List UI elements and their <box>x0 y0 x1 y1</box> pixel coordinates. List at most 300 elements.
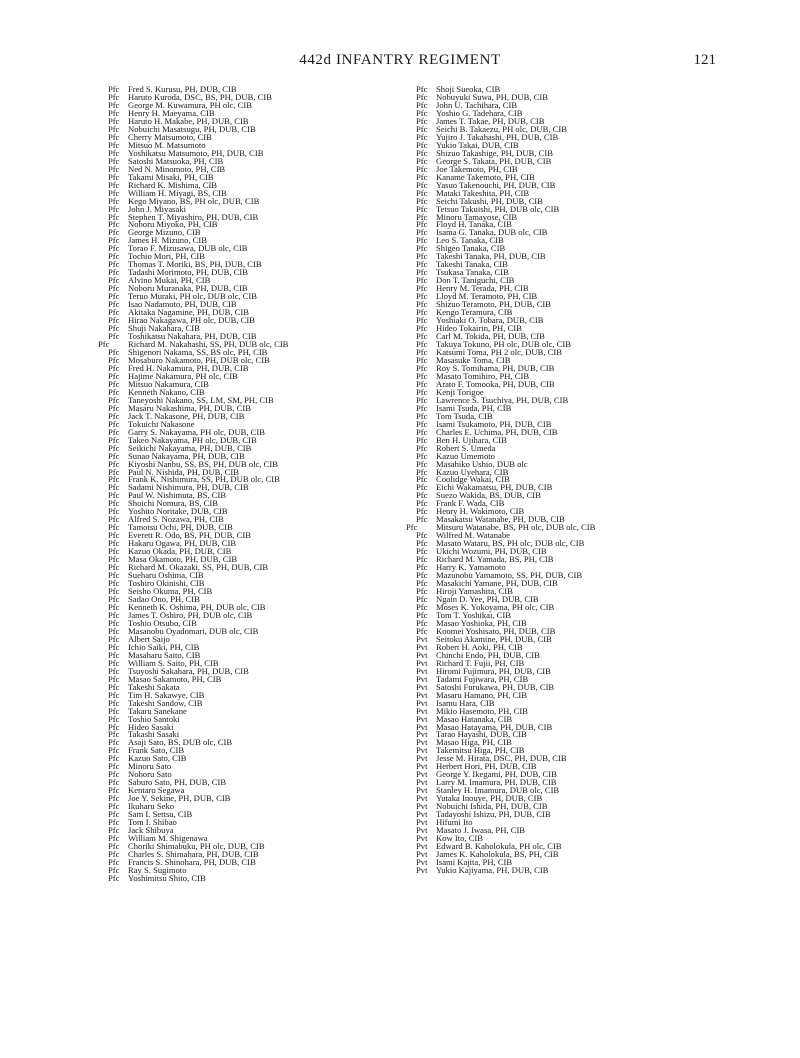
rank-label: Pfc <box>416 402 428 413</box>
soldier-name: Kentaro Segawa <box>128 785 185 796</box>
soldier-name: Takuya Tokuno, PH olc, DUB olc, CIB <box>436 339 571 349</box>
soldier-name: Henry H. Wakimoto, CIB <box>436 506 525 517</box>
soldier-name: Frank F. Wada, CIB <box>436 498 505 509</box>
soldier-name: Shizuo Takashige, PH, DUB, CIB <box>436 147 553 158</box>
soldier-name: Masato Wataru, BS, PH olc, DUB olc, CIB <box>436 538 585 549</box>
rank-label: Pfc <box>108 649 120 660</box>
soldier-name: Shoji Sueoka, CIB <box>436 84 501 94</box>
soldier-name: Tom I. Shibao <box>128 817 177 828</box>
soldier-name: Tsukasa Tanaka, CIB <box>436 267 509 278</box>
soldier-name: Hirao Nakagawa, PH olc, DUB, CIB <box>128 315 255 326</box>
soldier-name: Fred S. Kurusu, PH, DUB, CIB <box>128 84 237 94</box>
rank-label: Pfc <box>416 99 428 110</box>
soldier-name: Saburo Sato, PH, DUB, CIB <box>128 777 227 788</box>
soldier-name: Charles E. Uchima, PH, DUB, CIB <box>436 426 558 437</box>
rank-label: Pfc <box>108 243 120 254</box>
rank-label: Pfc <box>416 315 428 326</box>
rank-label: Pfc <box>416 171 428 182</box>
soldier-name: William S. Saito, PH, CIB <box>128 657 219 668</box>
soldier-name: Masao Yoshioka, PH, CIB <box>436 617 527 628</box>
soldier-name: Tsuyoshi Sakahara, PH, DUB, CIB <box>128 665 249 676</box>
rank-label: Pfc <box>108 753 120 764</box>
rank-label: Pfc <box>416 219 428 230</box>
soldier-name: Yujiro J. Takahashi, PH, DUB, CIB <box>436 131 559 142</box>
rank-label: Pfc <box>108 793 120 804</box>
soldier-name: Ned N. Minomoto, PH, CIB <box>128 163 226 174</box>
rank-label: Pfc <box>108 171 120 182</box>
soldier-name: Carl M. Tokida, PH, DUB, CIB <box>436 331 545 342</box>
roster-column-left <box>98 84 410 883</box>
rank-label: Pfc <box>416 187 428 198</box>
soldier-name: Tadayoshi Ishizu, PH, DUB, CIB <box>436 809 551 820</box>
page-title: 442d INFANTRY REGIMENT <box>299 52 501 68</box>
soldier-name: Yutaka Inouye, PH, DUB, CIB <box>436 793 543 804</box>
soldier-name: Kazuo Umemoto <box>436 450 495 461</box>
soldier-name: Seisho Okuma, PH, CIB <box>128 586 213 597</box>
soldier-name: Roy S. Tomihama, PH, DUB, CIB <box>436 362 555 373</box>
rank-label: Pfc <box>416 554 428 565</box>
rank-label: Pvt <box>416 713 428 724</box>
rank-label: Pfc <box>108 578 120 589</box>
soldier-name: Taneyoshi Nakano, SS, LM, SM, PH, CIB <box>128 394 274 405</box>
soldier-name: Ikuharu Seko <box>128 801 175 812</box>
soldier-name: Coolidge Wakai, CIB <box>436 474 510 485</box>
soldier-name: Henry H. Maeyama, CIB <box>128 107 215 118</box>
soldier-name: Masao Hatayama, PH, DUB, CIB <box>436 721 553 732</box>
rank-label: Pfc <box>108 107 120 118</box>
rank-label: Pfc <box>108 570 120 581</box>
rank-label: Pvt <box>416 777 428 788</box>
soldier-name: William H. Miyagi, BS, CIB <box>128 187 227 198</box>
soldier-name: Floyd H. Tanaka, CIB <box>436 219 512 230</box>
soldier-name: Jack T. Nakasone, PH, DUB, CIB <box>128 410 245 421</box>
soldier-name: Isami Kajita, PH, CIB <box>436 856 513 867</box>
rank-label: Pfc <box>108 307 120 318</box>
rank-label: Pfc <box>416 530 428 541</box>
rank-label: Pfc <box>108 625 120 636</box>
soldier-name: Ukichi Wozumi, PH, DUB, CIB <box>436 546 547 557</box>
rank-label: Pfc <box>108 187 120 198</box>
soldier-name: Robert S. Umeda <box>436 442 496 453</box>
soldier-name: Tamotsu Ochi, PH, DUB, CIB <box>128 522 233 533</box>
soldier-name: Ngain D. Yee, PH, DUB, CIB <box>436 594 539 604</box>
soldier-name: Yoshimitsu Shito, CIB <box>128 872 206 883</box>
soldier-name: Lawrence S. Tsuchiya, PH, DUB, CIB <box>436 394 569 405</box>
rank-label: Pfc <box>108 777 120 788</box>
soldier-name: Frank Sato, CIB <box>128 745 185 756</box>
soldier-name: Yukio Takai, DUB, CIB <box>436 139 519 150</box>
soldier-name: Masao Hatanaka, CIB <box>436 713 513 724</box>
soldier-name: James K. Kaholokula, BS, PH, CIB <box>436 849 559 859</box>
soldier-name: George M. Kuwamura, PH olc, CIB <box>128 99 252 110</box>
rank-label: Pfc <box>416 299 428 310</box>
rank-label: Pvt <box>416 825 428 836</box>
rank-label: Pfc <box>416 434 428 445</box>
rank-label: Pfc <box>108 155 120 166</box>
soldier-name: Satoshi Matsuoka, PH, CIB <box>128 155 224 166</box>
rank-label: Pfc <box>416 243 428 254</box>
roster-entry <box>416 864 718 875</box>
rank-label: Pfc <box>108 737 120 748</box>
rank-label: Pfc <box>108 729 120 740</box>
rank-label: Pvt <box>416 673 428 684</box>
soldier-name: Mosaburo Nakamoto, PH, DUB olc, CIB <box>128 354 270 365</box>
rank-label: Pfc <box>108 346 120 357</box>
soldier-name: Arato F. Tomooka, PH, DUB, CIB <box>436 378 555 389</box>
rank-label: Pfc <box>108 554 120 565</box>
rank-label: Pvt <box>416 721 428 732</box>
rank-label: Pfc <box>108 482 120 493</box>
soldier-name: John J. Miyasaki <box>128 203 187 214</box>
soldier-name: Richard M. Yamada, BS, PH, CIB <box>436 554 554 565</box>
rank-label: Pfc <box>108 506 120 517</box>
rank-label: Pfc <box>416 339 428 349</box>
soldier-name: Charles S. Shimahara, PH, DUB, CIB <box>128 849 259 859</box>
rank-label: Pfc <box>416 386 428 397</box>
rank-label: Pfc <box>108 315 120 326</box>
rank-label: Pfc <box>416 474 428 485</box>
rank-label: Pfc <box>108 641 120 652</box>
soldier-name: Sam I. Settsu, CIB <box>128 809 193 820</box>
soldier-name: Takemitsu Higa, PH, CIB <box>436 745 525 756</box>
rank-label: Pfc <box>108 721 120 732</box>
soldier-name: Chinchi Endo, PH, DUB, CIB <box>436 649 540 660</box>
soldier-name: Frank K. Nishimura, SS, PH, DUB olc, CIB <box>128 474 280 485</box>
soldier-name: Yasuo Takenouchi, PH, DUB, CIB <box>436 179 556 190</box>
soldier-name: Sadao Ono, PH, CIB <box>128 594 200 604</box>
rank-label: Pfc <box>416 107 428 118</box>
soldier-name: Isamu Hara, CIB <box>436 697 495 708</box>
rank-label: Pvt <box>416 633 428 644</box>
soldier-name: Henry M. Terada, PH, CIB <box>436 283 529 294</box>
soldier-name: Yoshiaki O. Tobara, DUB, CIB <box>436 315 544 326</box>
soldier-name: Robert H. Aoki, PH, CIB <box>436 641 523 652</box>
rank-label: Pfc <box>108 299 120 310</box>
soldier-name: Richard K. Mishima, CIB <box>128 179 218 190</box>
soldier-name: Cherry Matsumoto, CIB <box>128 131 212 142</box>
rank-label: Pfc <box>108 825 120 836</box>
rank-label: Pfc <box>416 211 428 222</box>
soldier-name: Kazuo Uyehara, CIB <box>436 466 509 477</box>
soldier-name: Isami Tsuda, PH, CIB <box>436 402 512 413</box>
rank-label: Pfc <box>416 617 428 628</box>
rank-label: Pfc <box>108 331 120 342</box>
rank-label: Pvt <box>416 681 428 692</box>
soldier-name: Masahiko Ushio, DUB olc <box>436 458 528 469</box>
soldier-name: Masao Sakamoto, PH, CIB <box>128 673 222 684</box>
rank-label: Pfc <box>108 323 120 334</box>
rank-label: Pfc <box>108 259 120 270</box>
soldier-name: Hideo Tokairin, PH, CIB <box>436 323 522 334</box>
rank-label: Pfc <box>416 514 428 525</box>
rank-label: Pfc <box>108 809 120 820</box>
rank-label: Pfc <box>416 259 428 270</box>
rank-label: Pfc <box>108 601 120 612</box>
rank-label: Pfc <box>108 91 120 102</box>
rank-label: Pfc <box>108 84 120 94</box>
soldier-name: George Mizuno, CIB <box>128 227 201 238</box>
rank-label: Pfc <box>108 139 120 150</box>
soldier-name: Shigeo Tanaka, CIB <box>436 243 506 254</box>
soldier-name: Moses K. Yokoyama, PH olc, CIB <box>436 601 555 612</box>
soldier-name: Hajime Nakamura, PH olc, CIB <box>128 370 238 381</box>
rank-label: Pfc <box>108 275 120 286</box>
soldier-name: Kow Ito, CIB <box>436 833 484 844</box>
soldier-name: Kego Miyano, BS, PH olc, DUB, CIB <box>128 195 260 206</box>
soldier-name: Mitsuo Nakamura, CIB <box>128 378 209 389</box>
rank-label: Pfc <box>416 538 428 549</box>
rank-label: Pfc <box>108 514 120 525</box>
soldier-name: Toshikatsu Nakahara, PH, DUB, CIB <box>128 331 257 342</box>
rank-label: Pfc <box>416 123 428 134</box>
rank-label: Pfc <box>108 179 120 190</box>
soldier-name: Haruto H. Makabe, PH, DUB, CIB <box>128 115 249 126</box>
rank-label: Pfc <box>108 522 120 533</box>
rank-label: Pvt <box>416 737 428 748</box>
soldier-name: Sueharu Oshima, CIB <box>128 570 204 581</box>
soldier-name: Takashi Sasaki <box>128 729 180 740</box>
rank-label: Pvt <box>416 809 428 820</box>
rank-label: Pfc <box>416 394 428 405</box>
soldier-name: Isama G. Tanaka, DUB olc, CIB <box>436 227 548 238</box>
rank-label: Pfc <box>108 227 120 238</box>
rank-label: Pfc <box>108 386 120 397</box>
rank-label: Pfc <box>416 275 428 286</box>
rank-label: Pfc <box>416 506 428 517</box>
soldier-name: Masato J. Iwasa, PH, CIB <box>436 825 526 836</box>
soldier-name: Tarao Hayashi, DUB, CIB <box>436 729 527 740</box>
rank-label: Pvt <box>416 657 428 668</box>
rank-label: Pfc <box>416 410 428 421</box>
soldier-name: Tom T. Yoshikai, CIB <box>436 609 512 620</box>
rank-label: Pfc <box>416 91 428 102</box>
rank-label: Pfc <box>416 482 428 493</box>
soldier-name: Shoichi Nomura, BS, CIB <box>128 498 218 509</box>
soldier-name: Stanley H. Imamura, DUB olc, CIB <box>436 785 560 796</box>
soldier-name: Teruo Muraki, PH olc, DUB olc, CIB <box>128 291 258 302</box>
soldier-name: Masato Tomihiro, PH, CIB <box>436 370 530 381</box>
rank-label: Pvt <box>416 697 428 708</box>
soldier-name: Herbert Hori, PH, DUB, CIB <box>436 761 537 772</box>
soldier-name: Paul N. Nishida, PH, DUB, CIB <box>128 466 240 477</box>
rank-label: Pfc <box>108 291 120 302</box>
soldier-name: Don T. Taniguchi, CIB <box>436 275 515 286</box>
rank-label: Pfc <box>108 689 120 700</box>
soldier-name: Mitsuru Watanabe, BS, PH olc, DUB olc, CIB <box>436 522 596 533</box>
rank-label: Pfc <box>108 418 120 429</box>
rank-label: Pfc <box>108 235 120 246</box>
soldier-name: Joe Y. Sekine, PH, DUB, CIB <box>128 793 231 804</box>
rank-label: Pfc <box>416 562 428 573</box>
soldier-name: Noboru Muranaka, PH, DUB, CIB <box>128 283 248 294</box>
rank-label: Pfc <box>108 458 120 469</box>
rank-label: Pfc <box>416 594 428 604</box>
soldier-name: Everett R. Odo, BS, PH, DUB, CIB <box>128 530 251 541</box>
rank-label: Pvt <box>416 817 428 828</box>
rank-label: Pfc <box>416 370 428 381</box>
soldier-name: Seitoku Akamine, PH, DUB, CIB <box>436 633 552 644</box>
rank-label: Pfc <box>416 466 428 477</box>
rank-label: Pfc <box>108 163 120 174</box>
soldier-name: Yoshio G. Tadehara, CIB <box>436 107 523 118</box>
soldier-name: Nobuichi Masatsugu, PH, DUB, CIB <box>128 123 256 134</box>
soldier-name: Nobuyuki Suwa, PH, DUB, CIB <box>436 91 548 102</box>
soldier-name: Masakatsu Watanabe, PH, DUB, CIB <box>436 514 565 525</box>
soldier-name: Hiromi Fujimura, PH, DUB, CIB <box>436 665 551 676</box>
rank-label: Pfc <box>416 283 428 294</box>
rank-label: Pfc <box>108 434 120 445</box>
soldier-name: Katsumi Toma, PH 2 olc, DUB, CIB <box>436 346 562 357</box>
soldier-name: Torao F. Mizusawa, DUB olc, CIB <box>128 243 248 254</box>
soldier-name: Masakichi Yamane, PH, DUB, CIB <box>436 578 558 589</box>
rank-label: Pfc <box>416 179 428 190</box>
soldier-name: James H. Mizuno, CIB <box>128 235 208 246</box>
rank-label: Pfc <box>108 466 120 477</box>
rank-label: Pfc <box>108 817 120 828</box>
rank-label: Pfc <box>108 378 120 389</box>
rank-label: Pfc <box>108 785 120 796</box>
rank-label: Pfc <box>108 490 120 501</box>
rank-label: Pfc <box>108 609 120 620</box>
soldier-name: Francis S. Shinohara, PH, DUB, CIB <box>128 856 256 867</box>
rank-label: Pfc <box>416 609 428 620</box>
soldier-name: Minoru Sato <box>128 761 172 772</box>
soldier-name: Masaru Hamano, PH, CIB <box>436 689 527 700</box>
roster-column-right <box>406 84 718 875</box>
rank-label: Pfc <box>108 402 120 413</box>
rank-label: Pvt <box>416 665 428 676</box>
rank-label: Pfc <box>108 498 120 509</box>
rank-label: Pfc <box>416 323 428 334</box>
soldier-name: Kiyoshi Nanbu, SS, BS, PH, DUB olc, CIB <box>128 458 278 469</box>
rank-label: Pfc <box>416 426 428 437</box>
soldier-name: Kaname Takemoto, PH, CIB <box>436 171 535 182</box>
soldier-name: Akitaka Nagamine, PH, DUB, CIB <box>128 307 250 318</box>
rank-label: Pfc <box>416 586 428 597</box>
soldier-name: Yukio Kajiyama, PH, DUB, CIB <box>436 864 549 875</box>
soldier-name: William M. Shigenawa <box>128 833 208 844</box>
soldier-name: Takeo Nakayama, PH olc, DUB, CIB <box>128 434 257 445</box>
soldier-name: Shizuo Teramoto, PH, DUB, CIB <box>436 299 552 310</box>
soldier-name: Seichi Takushi, PH, DUB, CIB <box>436 195 543 206</box>
soldier-name: Garry S. Nakayama, PH olc, DUB, CIB <box>128 426 266 437</box>
soldier-name: Toshio Otsubo, CIB <box>128 617 197 628</box>
rank-label: Pvt <box>416 785 428 796</box>
soldier-name: Jack Shibuya <box>128 825 174 836</box>
rank-label: Pfc <box>416 235 428 246</box>
rank-label: Pfc <box>108 864 120 875</box>
rank-label: Pfc <box>416 307 428 318</box>
soldier-name: Takeshi Tanaka, PH, DUB, CIB <box>436 251 546 262</box>
soldier-name: Isao Nadamoto, PH, DUB, CIB <box>128 299 237 310</box>
rank-label: Pfc <box>416 115 428 126</box>
rank-label: Pfc <box>108 530 120 541</box>
soldier-name: Tetsuo Takuishi, PH, DUB olc, CIB <box>436 203 560 214</box>
rank-label: Pfc <box>108 713 120 724</box>
soldier-name: Harry K. Yamamoto <box>436 562 506 573</box>
rank-label: Pvt <box>416 729 428 740</box>
soldier-name: Suezo Wakida, BS, DUB, CIB <box>436 490 541 501</box>
soldier-name: Kengo Teramura, CIB <box>436 307 513 318</box>
rank-label: Pvt <box>416 769 428 780</box>
rank-label: Pvt <box>416 864 428 875</box>
soldier-name: Richard M. Okazaki, SS, PH, DUB, CIB <box>128 562 269 573</box>
soldier-name: James T. Oshiro, PH, DUB olc, CIB <box>128 609 253 620</box>
soldier-name: James T. Takae, PH, DUB, CIB <box>436 115 545 126</box>
rank-label: Pfc <box>416 195 428 206</box>
rank-label: Pfc <box>416 458 428 469</box>
rank-label: Pfc <box>108 681 120 692</box>
soldier-name: George S. Takata, PH, DUB, CIB <box>436 155 552 166</box>
soldier-name: Masaharu Saito, CIB <box>128 649 201 660</box>
soldier-name: Tokuichi Nakasone <box>128 418 195 429</box>
rank-label: Pfc <box>108 211 120 222</box>
page-number: 121 <box>693 52 716 68</box>
soldier-name: Takeshi Sakata <box>128 681 180 692</box>
rank-label: Pfc <box>108 665 120 676</box>
soldier-name: Toshiro Okinishi, CIB <box>128 578 205 589</box>
rank-label: Pfc <box>416 267 428 278</box>
rank-label: Pfc <box>98 339 110 349</box>
rank-label: Pfc <box>108 538 120 549</box>
rank-label: Pvt <box>416 801 428 812</box>
rank-label: Pfc <box>108 195 120 206</box>
soldier-name: Toshio Santoki <box>128 713 180 724</box>
rank-label: Pfc <box>416 227 428 238</box>
soldier-name: John U. Tachihara, CIB <box>436 99 518 110</box>
rank-label: Pvt <box>416 793 428 804</box>
soldier-name: Larry M. Imamura, PH, DUB, CIB <box>436 777 557 788</box>
rank-label: Pvt <box>416 641 428 652</box>
soldier-name: Ben H. Ujihara, CIB <box>436 434 507 445</box>
rank-label: Pfc <box>416 131 428 142</box>
soldier-name: Hideo Sasaki <box>128 721 174 732</box>
rank-label: Pfc <box>416 378 428 389</box>
soldier-name: Wilfred M. Watanabe <box>436 530 510 541</box>
rank-label: Pvt <box>416 649 428 660</box>
rank-label: Pvt <box>416 841 428 852</box>
soldier-name: Tadami Fujiwara, PH, CIB <box>436 673 529 684</box>
soldier-name: Takami Misaki, PH, CIB <box>128 171 214 182</box>
rank-label: Pfc <box>108 594 120 604</box>
rank-label: Pfc <box>108 99 120 110</box>
soldier-name: Leo S. Tanaka, CIB <box>436 235 504 246</box>
rank-label: Pfc <box>416 546 428 557</box>
soldier-name: Seikichi Nakayama, PH, DUB, CIB <box>128 442 252 453</box>
soldier-name: Tochio Mori, PH, CIB <box>128 251 205 262</box>
rank-label: Pfc <box>108 283 120 294</box>
rank-label: Pfc <box>108 203 120 214</box>
rank-label: Pfc <box>406 522 418 533</box>
soldier-name: Ichio Saiki, PH, CIB <box>128 641 200 652</box>
soldier-name: Takaru Sanekane <box>128 705 187 716</box>
rank-label: Pfc <box>416 418 428 429</box>
soldier-name: Isami Tsukamoto, PH, DUB, CIB <box>436 418 552 429</box>
soldier-name: Mitsuo M. Matsumoto <box>128 139 206 150</box>
soldier-name: Kazuo Okada, PH, DUB, CIB <box>128 546 232 557</box>
soldier-name: Yoshito Noritake, DUB, CIB <box>128 506 228 517</box>
rank-label: Pfc <box>416 625 428 636</box>
rank-label: Pvt <box>416 856 428 867</box>
rank-label: Pfc <box>416 498 428 509</box>
soldier-name: Minoru Tamayose, CIB <box>436 211 518 222</box>
rank-label: Pfc <box>108 657 120 668</box>
rank-label: Pfc <box>416 442 428 453</box>
rank-label: Pfc <box>108 841 120 852</box>
soldier-name: Choriki Shimabuku, PH olc, DUB, CIB <box>128 841 265 852</box>
soldier-name: Kenneth K. Oshima, PH, DUB olc, CIB <box>128 601 266 612</box>
soldier-name: Eichi Wakamatsu, PH, DUB, CIB <box>436 482 553 493</box>
